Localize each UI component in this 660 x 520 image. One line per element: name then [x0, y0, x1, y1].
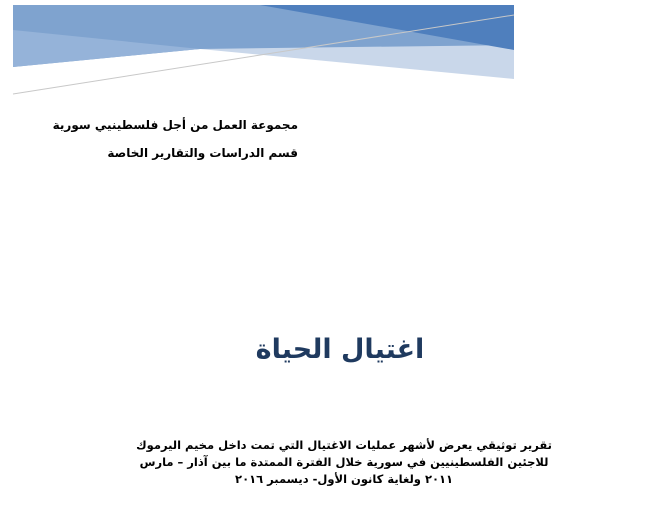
subtitle-line: ٢٠١١ ولغاية كانون الأول- ديسمبر ٢٠١٦ [235, 472, 454, 486]
organization-name: مجموعة العمل من أجل فلسطينيي سورية [52, 118, 298, 132]
document-subtitle [136, 437, 552, 488]
header-banner-graphic [0, 0, 660, 110]
department-name: قسم الدراسات والتقارير الخاصة [107, 146, 298, 160]
banner-light-band [200, 45, 514, 79]
subtitle-line: للاجئين الفلسطينيين في سورية خلال الفترة الممتدة ما بين آذار – مارس [139, 455, 549, 469]
document-title: اغتيال الحياة [255, 334, 425, 365]
subtitle-line: تقرير توثيقي يعرض لأشهر عمليات الاغتيال التي تمت داخل مخيم اليرموك [136, 438, 552, 452]
